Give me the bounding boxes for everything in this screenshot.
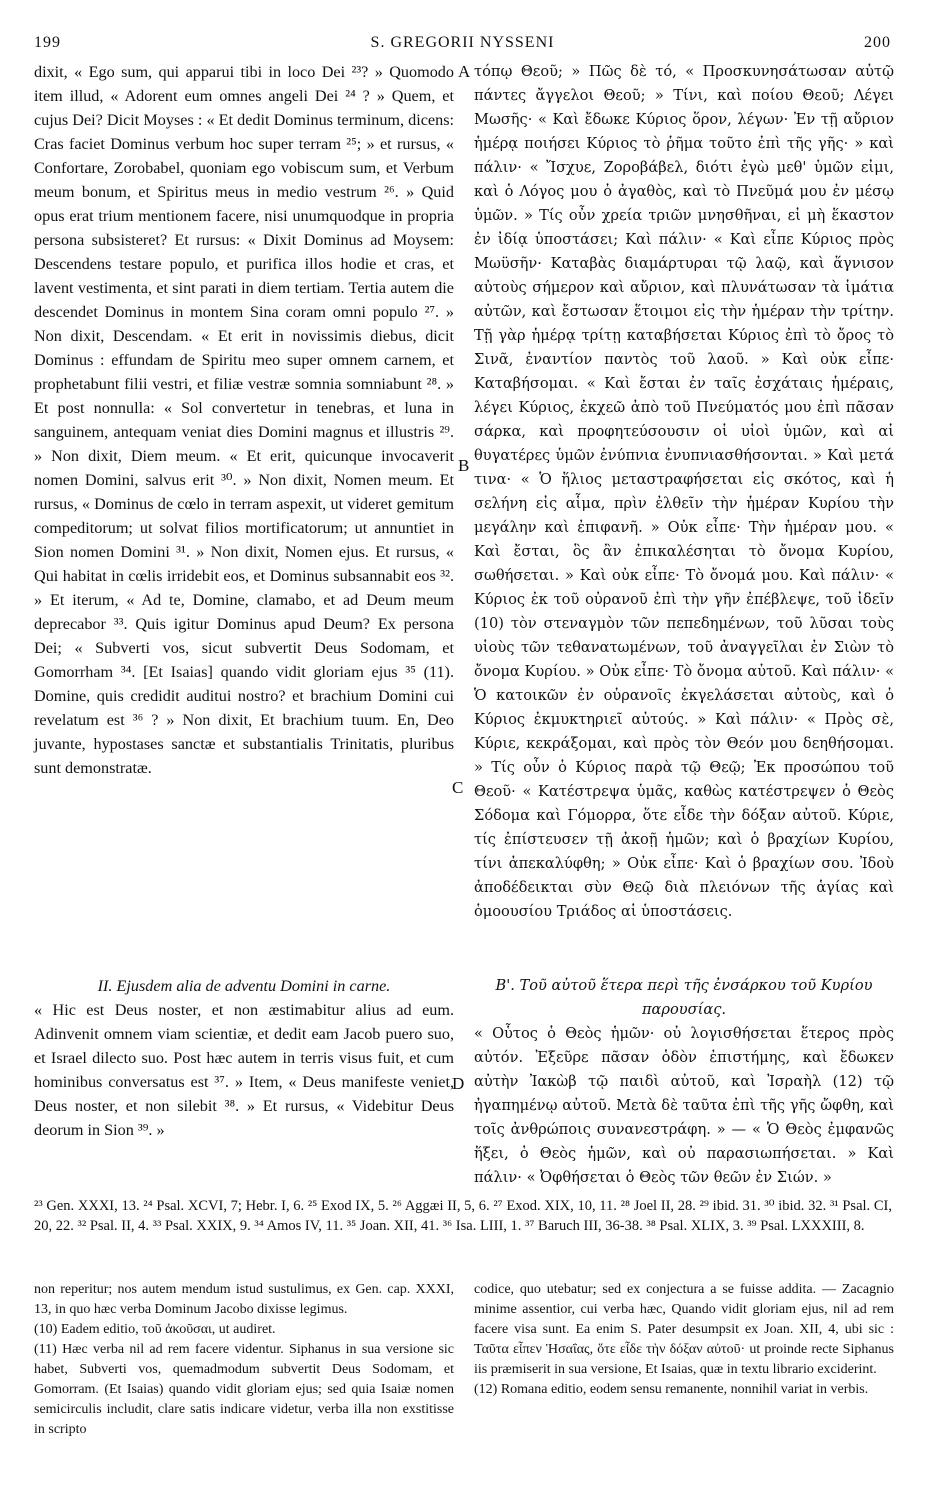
- margin-marker-c: C: [452, 778, 464, 797]
- margin-marker-b: B: [458, 456, 470, 475]
- greek-section-2: [474, 974, 894, 1190]
- footnote: codice, quo utebatur; sed ex conjectura a se fuisse addita. — Zacagnio minime assentior, cui verba hæc, Quando vidit gloriam ejus, nil ad rem facere visa sunt. Ea enim S. Pater desumpsit ex Joan. XII, 4, ubi sic : Ταῦτα εἶπεν Ἡσαΐας, ὅτε εἶδε τὴν δόξαν αὐτοῦ· ut proinde recte Siphanus iis præmiserit in sua versione, Et Isaias, quæ in textu librario exciderint.: [474, 1282, 894, 1377]
- footnote: (12) Romana editio, eodem sensu remanente, nonnihil variat in verbis.: [474, 1382, 869, 1397]
- greek-main-text: τόπῳ Θεοῦ; » Πῶς δὲ τό, « Προσκυνησάτωσαν αὐτῷ πάντες ἄγγελοι Θεοῦ; » Τίνι, καὶ ποίου Θεοῦ; Λέγει Μωσῆς· « Καὶ ἔδωκε Κύριος ὅρον, λέγων· Ἐν τῇ αὔριον ἡμέρᾳ ποιήσει Κύριος τὸ ῥῆμα τοῦτο ἐπὶ τῆς γῆς· » καὶ πάλιν· « Ἴσχυε, Ζοροβάβελ, διότι ἐγὼ μεθ' ὑμῶν εἰμι, καὶ ὁ Λόγος μου ὁ ἀγαθὸς, καὶ τὸ Πνεῦμά μου ἐν μέσῳ ὑμῶν. » Τίς οὖν χρεία τριῶν μνησθῆναι, εἰ μὴ ἕκαστον ἐν ἰδίᾳ ὑποστάσει; Καὶ πάλιν· « Καὶ εἶπε Κύριος πρὸς Μωϋσῆν· Καταβὰς διαμάρτυραι τῷ λαῷ, καὶ ἅγνισον αὐτοὺς σήμερον καὶ αὔριον, καὶ πλυνάτωσαν τὰ ἱμάτια αὐτῶν, καὶ ἔστωσαν ἕτοιμοι εἰς τὴν ἡμέραν τὴν τρίτην. Τῇ γὰρ ἡμέρᾳ τρίτῃ καταβήσεται Κύριος ἐπὶ τὸ ὄρος τὸ Σινᾶ, ἐναντίον παντὸς τοῦ λαοῦ. » Καὶ οὐκ εἶπε· Καταβήσομαι. « Καὶ ἔσται ἐν ταῖς ἐσχάταις ἡμέραις, λέγει Κύριος, ἐκχεῶ ἀπὸ τοῦ Πνεύματός μου ἐπὶ πᾶσαν σάρκα, καὶ προφητεύσουσιν οἱ υἱοὶ ὑμῶν, καὶ αἱ θυγατέρες ὑμῶν ἐνύπνια ἐνυπνιασθήσονται. » Καὶ μετά τινα· « Ὁ ἥλιος μεταστραφήσεται εἰς σκότος, καὶ ἡ σελήνη εἰς αἷμα, πρὶν ἐλθεῖν τὴν ἡμέραν Κυρίου τὴν μεγάλην καὶ ἐπιφανῆ. » Οὐκ εἶπε· Τὴν ἡμέραν μου. « Καὶ ἔσται, ὃς ἂν ἐπικαλέσηται τὸ ὄνομα Κυρίου, σωθήσεται. » Καὶ οὐκ εἶπε· Τὸ ὄνομά μου. Καὶ πάλιν· « Κύριος ἐκ τοῦ οὐρανοῦ ἐπὶ τὴν γῆν ἐπέβλεψε, τοῦ ἰδεῖν (10) τὸν στεναγμὸν τῶν πεπεδημένων, τοῦ λῦσαι τοὺς υἱοὺς τῶν τεθανατωμένων, τοῦ ἀναγγεῖλαι ἐν Σιὼν τὸ ὄνομα Κυρίου. » Οὐκ εἶπε· Τὸ ὄνομα αὐτοῦ. Καὶ πάλιν· « Ὁ κατοικῶν ἐν οὐρανοῖς ἐκγελάσεται αὐτοὺς, καὶ ὁ Κύριος ἐκμυκτηριεῖ αὐτούς. » Καὶ πάλιν· « Πρὸς σὲ, Κύριε, κεκράξομαι, καὶ πρὸς τὸν Θεόν μου δεηθήσομαι. » Τίς οὖν ὁ Κύριος παρὰ τῷ Θεῷ; Ἐκ προσώπου τοῦ Θεοῦ· « Κατέστρεψα ὑμᾶς, καθὼς κατέστρεψεν ὁ Θεὸς Σόδομα καὶ Γόμορρα, ὅτε εἶδε τὴν δόξαν αὐτοῦ. Κύριε, τίς ἐπίστευσεν τῇ ἀκοῇ ἡμῶν; καὶ ὁ βραχίων Κυρίου, τίνι ἀπεκαλύφθη; » Οὐκ εἶπε· Καὶ ὁ βραχίων σου. Ἰδοὺ ἀποδέδεικται σὺν Θεῷ διὰ πλειόνων τῆς ἁγίας καὶ ὁμοουσίου Τριάδος αἱ ὑποστάσεις.: [474, 63, 894, 920]
- page-number-left: 199: [34, 34, 61, 51]
- greek-column: [474, 60, 894, 924]
- latin-main-text: dixit, « Ego sum, qui apparui tibi in loco Dei ²³? » Quomodo item illud, « Adorent eum omnes angeli Dei ²⁴ ? » Quem, et cujus Dei? Dicit Moyses : « Et dedit Dominus terminum, dicens: Cras faciet Dominus verbum hoc super terram ²⁵; » et rursus, « Confortare, Zorobabel, quoniam ego vobiscum sum, et Verbum meum bonum, et Spiritus meus in medio vestrum ²⁶. » Quid opus erat trium mentionem facere, nisi unumquodque in propria persona subsisteret? Et rursus: « Dixit Dominus ad Moysem: Descendens testare populo, et purifica illos hodie et cras, et lavent vestimenta, et sint parati in diem tertiam. Tertia autem die descendet Dominus in montem Sina coram omni populo ²⁷. » Non dixit, Descendam. « Et erit in novissimis diebus, dicit Dominus : effundam de Spiritu meo super omnem carnem, et prophetabunt filii vestri, et filiæ vestræ somnia somniabunt ²⁸. » Et post nonnulla: « Sol convertetur in tenebras, et luna in sanguinem, antequam veniat dies Domini magnus et illustris ²⁹. » Non dixit, Diem meum. « Et erit, quicunque invocaverit nomen Domini, salvus erit ³⁰. » Non dixit, Nomen meum. Et rursus, « Dominus de cœlo in terram aspexit, ut videret gemitum compeditorum; ut solvat filios mortificatorum; ut annuntiet in Sion nomen Domini ³¹. » Non dixit, Nomen ejus. Et rursus, « Qui habitat in cœlis irridebit eos, et Dominus subsannabit eos ³². » Et iterum, « Ad te, Domine, clamabo, et ad Deum meum deprecabor ³³. Quis igitur Dominus apud Deum? Ex persona Dei; « Subverti vos, sicut subvertit Deus Sodomam, et Gomorrham ³⁴. [Et Isaias] quando vidit gloriam ejus ³⁵ (11). Domine, quis credidit auditui nostro? et brachium Domini cui revelatum est ³⁶ ? » Non dixit, Et brachium tuum. En, Deo juvante, hypostases sanctæ et substantialis Trinitatis, pluribus sunt demonstratæ.: [34, 63, 454, 777]
- scripture-references: ²³ Gen. XXXI, 13. ²⁴ Psal. XCVI, 7; Hebr. I, 6. ²⁵ Exod IX, 5. ²⁶ Aggæi II, 5, 6. ²⁷ Exod. XIX, 10, 11. ²⁸ Joel II, 28. ²⁹ ibid. 31. ³⁰ ibid. 32. ³¹ Psal. CI, 20, 22. ³² Psal. II, 4. ³³ Psal. XXIX, 9. ³⁴ Amos IV, 11. ³⁵ Joan. XII, 41. ³⁶ Isa. LIII, 1. ³⁷ Baruch III, 36-38. ³⁸ Psal. XLIX, 3. ³⁹ Psal. LXXXIII, 8.: [34, 1198, 892, 1234]
- footnote: (10) Eadem editio, τοῦ ἀκοῦσαι, ut audiret.: [34, 1322, 276, 1337]
- greek-section-text: « Οὗτος ὁ Θεὸς ἡμῶν· οὐ λογισθήσεται ἕτερος πρὸς αὐτόν. Ἐξεῦρε πᾶσαν ὁδὸν ἐπιστήμης, καὶ ἔδωκεν αὐτὴν Ἰακὼβ τῷ παιδὶ αὐτοῦ, καὶ Ἰσραὴλ (12) τῷ ἠγαπημένῳ αὐτοῦ. Μετὰ δὲ ταῦτα ἐπὶ τῆς γῆς ὤφθη, καὶ τοῖς ἀνθρώποις συνανεστράφη. » — « Ὁ Θεὸς ἐμφανῶς ἥξει, ὁ Θεὸς ἡμῶν, καὶ οὐ παρασιωπήσεται. » Καὶ πάλιν· « Ὀφθήσεται ὁ Θεὸς τῶν θεῶν ἐν Σιών. »: [474, 1025, 894, 1186]
- running-title: S. GREGORII NYSSENI: [370, 34, 555, 51]
- margin-marker-a: A: [458, 62, 471, 81]
- latin-column: [34, 60, 454, 780]
- margin-marker-d: D: [452, 1074, 465, 1093]
- page-header: [34, 34, 891, 60]
- latin-section-text: « Hic est Deus noster, et non æstimabitur alius ad eum. Adinvenit omnem viam scientiæ, et dedit eam Jacob puero suo, et Israel dilecto suo. Post hæc autem in terris visus fuit, et cum hominibus conversatus est ³⁷. » Item, « Deus manifeste veniet, Deus noster, et non silebit ³⁸. » Et rursus, « Videbitur Deus deorum in Sion ³⁹. »: [34, 1001, 454, 1139]
- latin-section-2: [34, 974, 454, 1142]
- latin-section-title: II. Ejusdem alia de adventu Domini in carne.: [97, 977, 391, 995]
- footnotes-left: [34, 1280, 454, 1440]
- footnote: (11) Hæc verba nil ad rem facere videntur. Siphanus in sua versione sic habet, Subverti vos, quemadmodum subvertit Deus Sodomam, et Gomorram. (Et Isaias) quando vidit gloriam ejus; sed quia Isaiæ nomen semicirculis includit, clare satis indicare videtur, verba illa non exstitisse in scripto: [34, 1342, 454, 1437]
- footnote: non reperitur; nos autem mendum istud sustulimus, ex Gen. cap. XXXI, 13, in quo hæc verba Dominum Jacobo dixisse legimus.: [34, 1282, 454, 1317]
- page-number-right: 200: [864, 34, 891, 51]
- greek-section-title: Β'. Τοῦ αὐτοῦ ἕτερα περὶ τῆς ἐνσάρκου τοῦ Κυρίου παρουσίας.: [495, 977, 873, 1018]
- footnotes-right: [474, 1280, 894, 1400]
